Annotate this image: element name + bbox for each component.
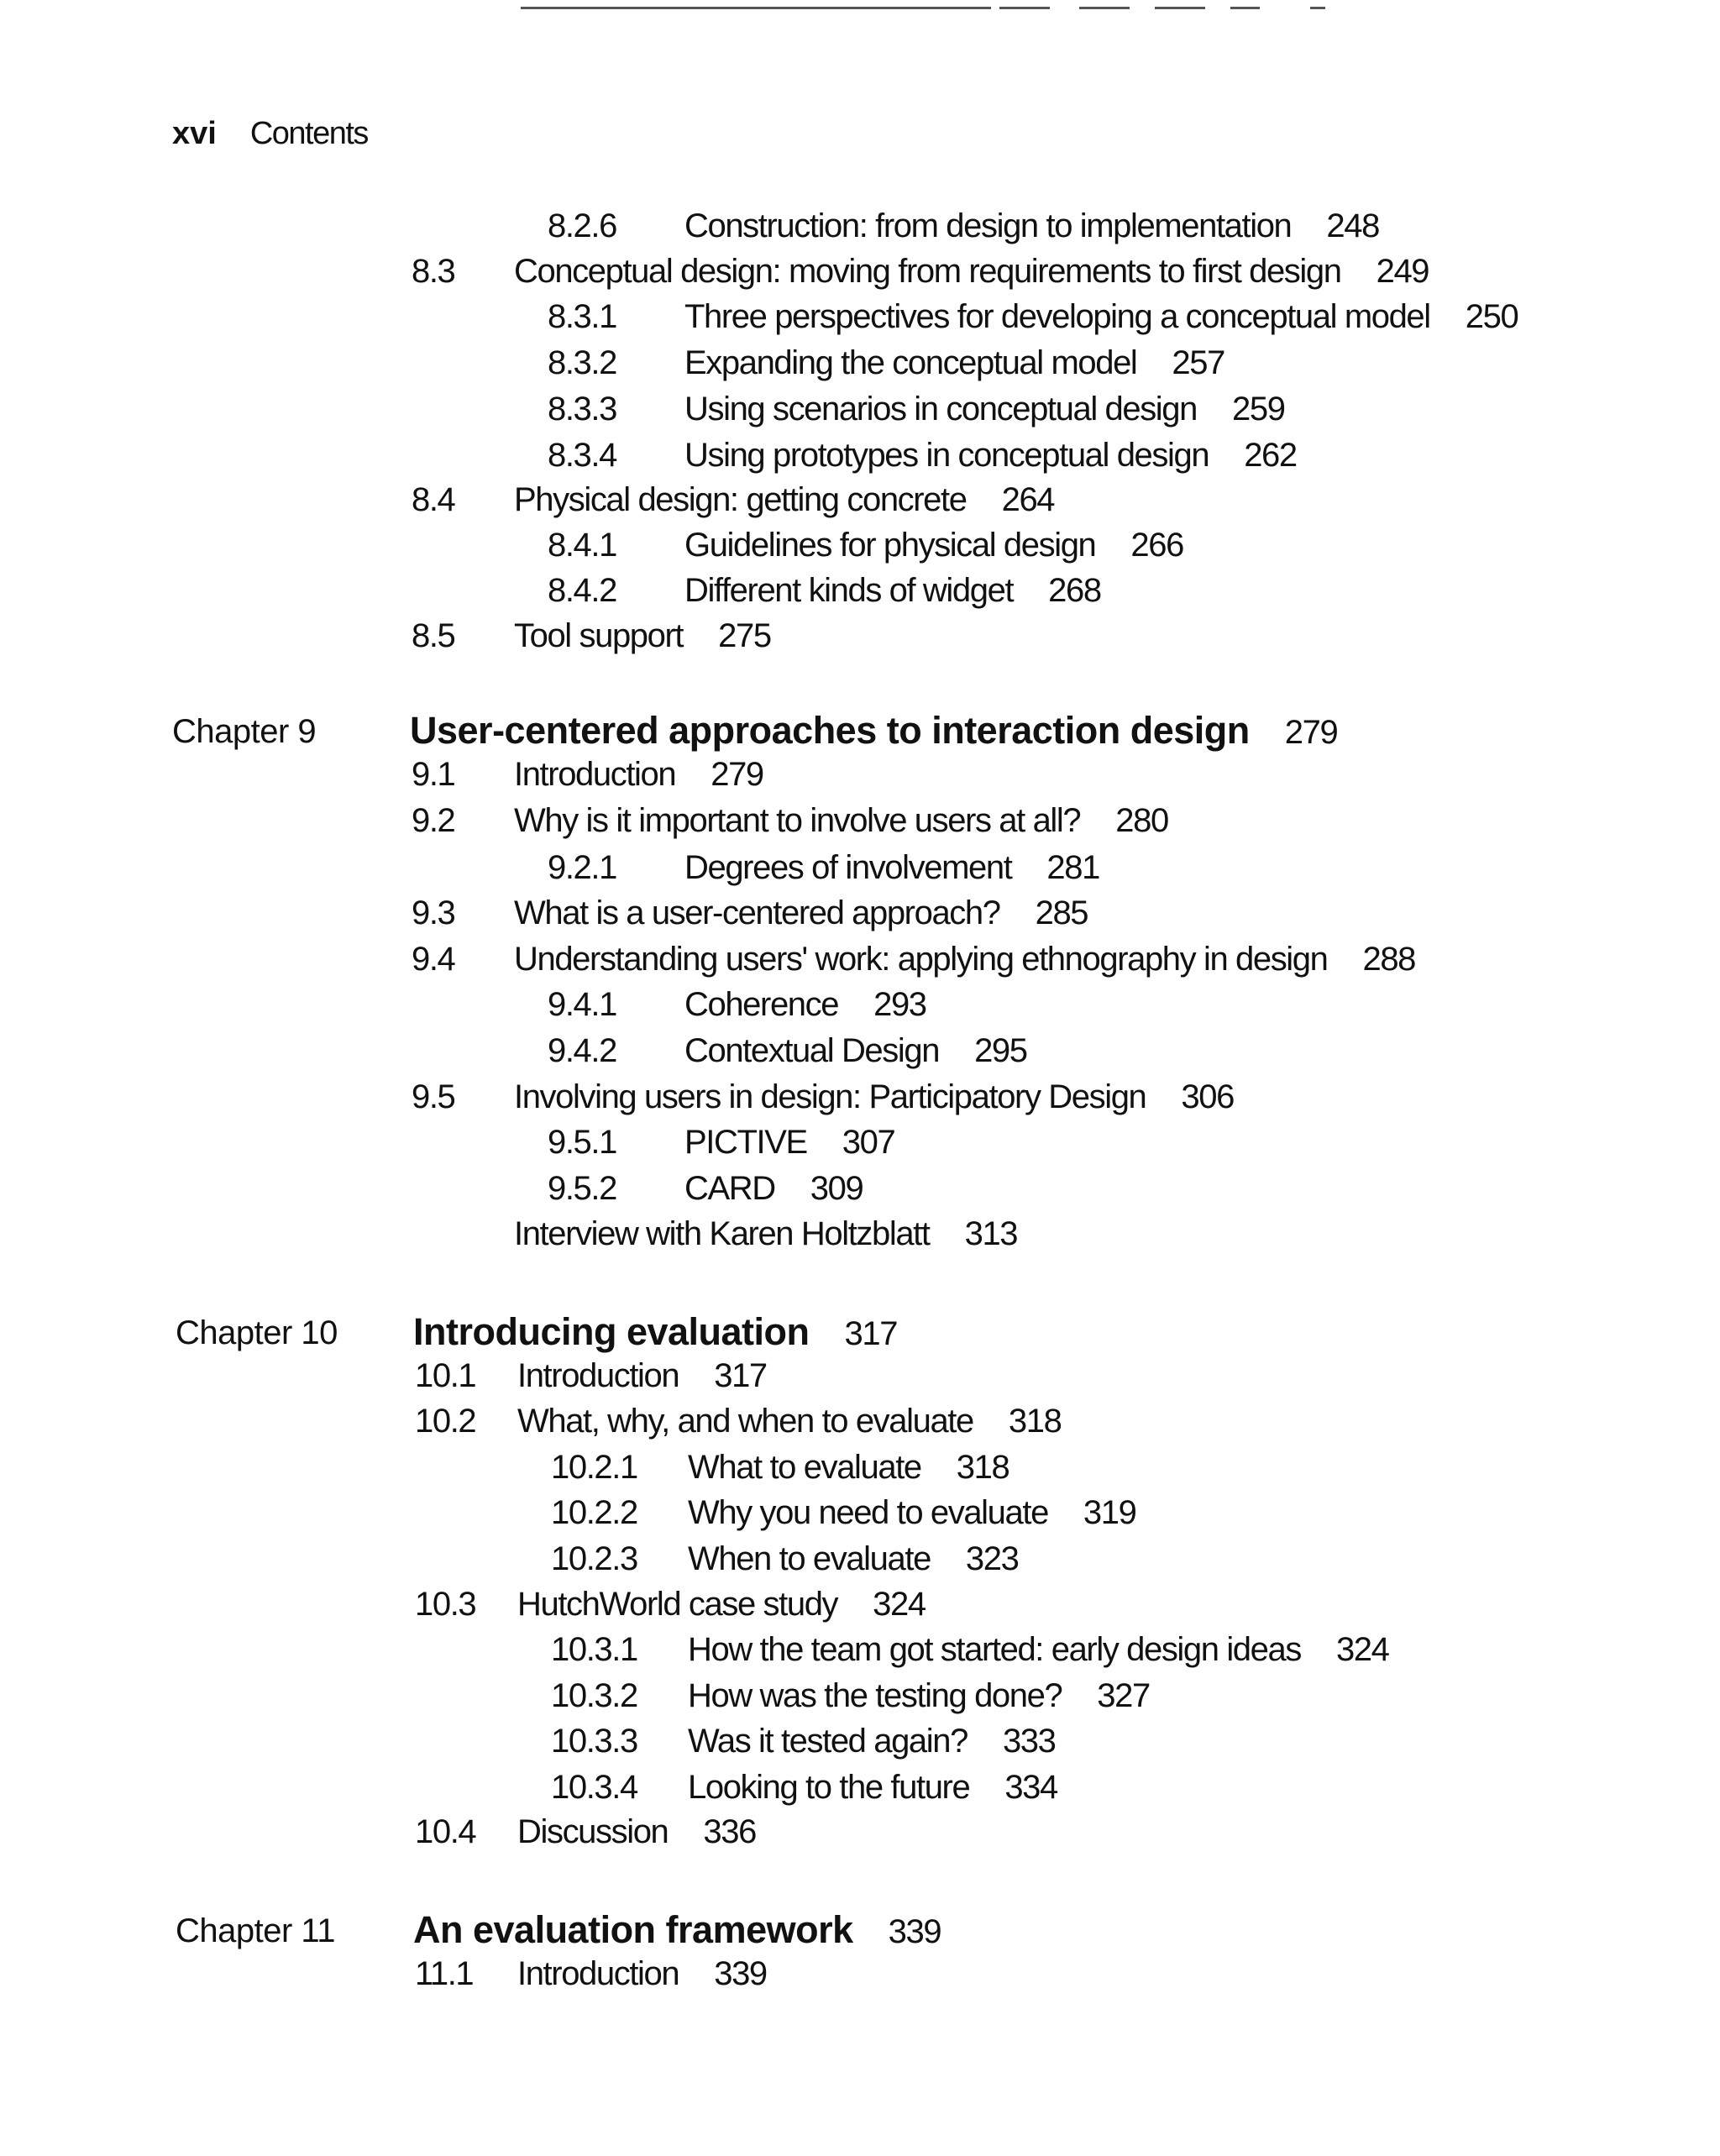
subsection-entry	[688, 1542, 1018, 1576]
entry-title: Guidelines for physical design	[684, 527, 1096, 564]
page-number: 318	[1008, 1403, 1062, 1440]
section-number: 8.4.1	[548, 527, 616, 564]
entry-title: What is a user-centered approach?	[514, 894, 1000, 931]
page-number: 279	[711, 756, 763, 793]
page-number: 264	[1001, 481, 1055, 518]
subsection-entry	[684, 300, 1518, 333]
page-number: 313	[964, 1215, 1018, 1252]
section-number: 11.1	[415, 1955, 474, 1992]
section-entry	[514, 254, 1429, 288]
page-number: 334	[1004, 1769, 1057, 1806]
page-number: 249	[1376, 253, 1429, 290]
page-number: 323	[965, 1540, 1019, 1577]
subsection-entry	[684, 528, 1183, 562]
subsection-entry	[684, 392, 1285, 426]
section-entry	[514, 619, 771, 653]
section-number: 10.3.1	[551, 1631, 637, 1668]
section-number: 8.3.4	[548, 437, 616, 474]
page-number: 339	[714, 1955, 767, 1992]
entry-title: When to evaluate	[688, 1540, 931, 1577]
entry-title: Introduction	[514, 756, 676, 793]
section-number: 10.2.2	[551, 1494, 637, 1531]
chapter-entry	[413, 1310, 898, 1353]
entry-title: Using prototypes in conceptual design	[684, 437, 1209, 474]
entry-title: How the team got started: early design ideas	[688, 1631, 1301, 1668]
subsection-entry	[688, 1724, 1056, 1758]
top-rule	[521, 7, 991, 9]
entry-title: Conceptual design: moving from requirements to first design	[514, 253, 1341, 290]
entry-title: Introduction	[517, 1955, 679, 1992]
entry-title: How was the testing done?	[688, 1677, 1062, 1714]
section-number: 10.2.1	[551, 1449, 637, 1486]
entry-title: HutchWorld case study	[517, 1586, 838, 1623]
subsection-entry	[684, 988, 926, 1021]
page-number: 293	[873, 986, 926, 1023]
section-entry	[514, 942, 1415, 976]
section-number: 9.4	[412, 941, 455, 978]
entry-title: Introduction	[517, 1357, 679, 1394]
section-number: 9.3	[412, 894, 455, 931]
page-number: 295	[974, 1032, 1027, 1069]
chapter-title: An evaluation framework	[413, 1908, 853, 1951]
page-number: 262	[1244, 437, 1297, 474]
page-number: 248	[1326, 207, 1379, 244]
entry-title: What, why, and when to evaluate	[517, 1403, 973, 1440]
section-number: 8.3.1	[548, 298, 616, 335]
entry-title: Three perspectives for developing a conceptual model	[684, 298, 1430, 335]
top-rule	[1155, 7, 1205, 9]
entry-title: Interview with Karen Holtzblatt	[514, 1215, 930, 1252]
section-entry	[517, 1359, 767, 1393]
page-number: 266	[1130, 527, 1183, 564]
chapter-title: Introducing evaluation	[413, 1310, 810, 1353]
page-number: 333	[1002, 1723, 1056, 1760]
section-number: 8.3.3	[548, 391, 616, 428]
page-number: 317	[844, 1315, 898, 1352]
section-entry	[514, 804, 1168, 837]
section-number: 10.3.2	[551, 1677, 637, 1714]
section-number: 8.2.6	[548, 207, 616, 244]
section-entry	[517, 1815, 756, 1849]
page-number: 250	[1465, 298, 1518, 335]
chapter-title: User-centered approaches to interaction design	[410, 709, 1250, 752]
section-number: 9.1	[412, 756, 455, 793]
section-entry	[517, 1404, 1061, 1438]
entry-title: Why is it important to involve users at all?	[514, 802, 1081, 839]
section-entry	[514, 896, 1088, 930]
section-entry	[514, 1080, 1234, 1114]
subsection-entry	[684, 438, 1297, 472]
section-number: 8.3.2	[548, 344, 616, 381]
section-number: 10.4	[415, 1813, 476, 1850]
section-entry	[514, 1217, 1017, 1251]
section-number: 10.3.3	[551, 1723, 637, 1760]
entry-title: Discussion	[517, 1813, 669, 1850]
chapter-entry	[410, 709, 1338, 752]
page-folio: xvi	[172, 116, 217, 151]
section-entry	[517, 1587, 926, 1621]
page-number: 319	[1083, 1494, 1136, 1531]
entry-title: CARD	[684, 1170, 775, 1207]
entry-title: Involving users in design: Participatory Design	[514, 1078, 1146, 1115]
entry-title: Contextual Design	[684, 1032, 940, 1069]
page-number: 324	[1335, 1631, 1389, 1668]
entry-title: Understanding users' work: applying ethnography in design	[514, 941, 1328, 978]
entry-title: Construction: from design to implementation	[684, 207, 1292, 244]
section-number: 8.3	[412, 253, 455, 290]
section-number: 8.4.2	[548, 572, 616, 609]
page-number: 281	[1046, 849, 1099, 886]
section-entry	[514, 758, 763, 791]
subsection-entry	[688, 1496, 1135, 1529]
section-number: 9.2.1	[548, 849, 616, 886]
section-number: 10.2.3	[551, 1540, 637, 1577]
entry-title: Physical design: getting concrete	[514, 481, 967, 518]
page-number: 257	[1172, 344, 1224, 381]
page-number: 309	[810, 1170, 863, 1207]
subsection-entry	[684, 209, 1379, 243]
subsection-entry	[684, 574, 1101, 607]
entry-title: What to evaluate	[688, 1449, 921, 1486]
entry-title: Was it tested again?	[688, 1723, 968, 1760]
entry-title: Expanding the conceptual model	[684, 344, 1137, 381]
entry-title: Using scenarios in conceptual design	[684, 391, 1197, 428]
subsection-entry	[684, 1125, 894, 1159]
top-rule	[999, 7, 1050, 9]
subsection-entry	[684, 851, 1099, 884]
top-rule	[1079, 7, 1130, 9]
page-number: 275	[718, 617, 771, 654]
page-number: 288	[1362, 941, 1416, 978]
page-number: 306	[1181, 1078, 1234, 1115]
section-entry	[514, 483, 1054, 517]
entry-title: Why you need to evaluate	[688, 1494, 1048, 1531]
page-number: 307	[842, 1124, 895, 1161]
running-head-title: Contents	[249, 116, 368, 151]
chapter-label: Chapter 11	[176, 1912, 335, 1949]
entry-title: Different kinds of widget	[684, 572, 1014, 609]
page-number: 285	[1035, 894, 1088, 931]
top-rule	[1230, 7, 1260, 9]
subsection-entry	[684, 1034, 1027, 1068]
page-number: 280	[1115, 802, 1168, 839]
subsection-entry	[688, 1450, 1009, 1484]
chapter-label: Chapter 9	[172, 713, 317, 750]
section-number: 9.4.1	[548, 986, 616, 1023]
page-number: 339	[888, 1913, 941, 1950]
section-number: 9.5	[412, 1078, 455, 1115]
entry-title: Coherence	[684, 986, 839, 1023]
subsection-entry	[688, 1770, 1057, 1804]
subsection-entry	[688, 1633, 1389, 1666]
section-number: 8.4	[412, 481, 455, 518]
subsection-entry	[684, 346, 1224, 380]
entry-title: PICTIVE	[684, 1124, 807, 1161]
chapter-entry	[413, 1908, 941, 1951]
page-number: 259	[1232, 391, 1285, 428]
section-number: 10.3	[415, 1586, 476, 1623]
section-number: 9.5.1	[548, 1124, 616, 1161]
section-number: 9.5.2	[548, 1170, 616, 1207]
section-number: 10.2	[415, 1403, 476, 1440]
page-number: 324	[873, 1586, 926, 1623]
section-entry	[517, 1957, 767, 1991]
entry-title: Tool support	[514, 617, 684, 654]
entry-title: Looking to the future	[688, 1769, 970, 1806]
running-head	[172, 116, 368, 152]
section-number: 9.4.2	[548, 1032, 616, 1069]
top-rule	[1310, 7, 1325, 9]
subsection-entry	[684, 1172, 863, 1205]
page-number: 318	[956, 1449, 1009, 1486]
section-number: 8.5	[412, 617, 455, 654]
page-number: 336	[703, 1813, 756, 1850]
page-number: 279	[1284, 714, 1338, 751]
page-number: 327	[1097, 1677, 1150, 1714]
page-number: 268	[1048, 572, 1101, 609]
section-number: 9.2	[412, 802, 455, 839]
page-number: 317	[714, 1357, 767, 1394]
entry-title: Degrees of involvement	[684, 849, 1012, 886]
section-number: 10.1	[415, 1357, 476, 1394]
section-number: 10.3.4	[551, 1769, 637, 1806]
subsection-entry	[688, 1679, 1150, 1713]
chapter-label: Chapter 10	[176, 1314, 338, 1351]
